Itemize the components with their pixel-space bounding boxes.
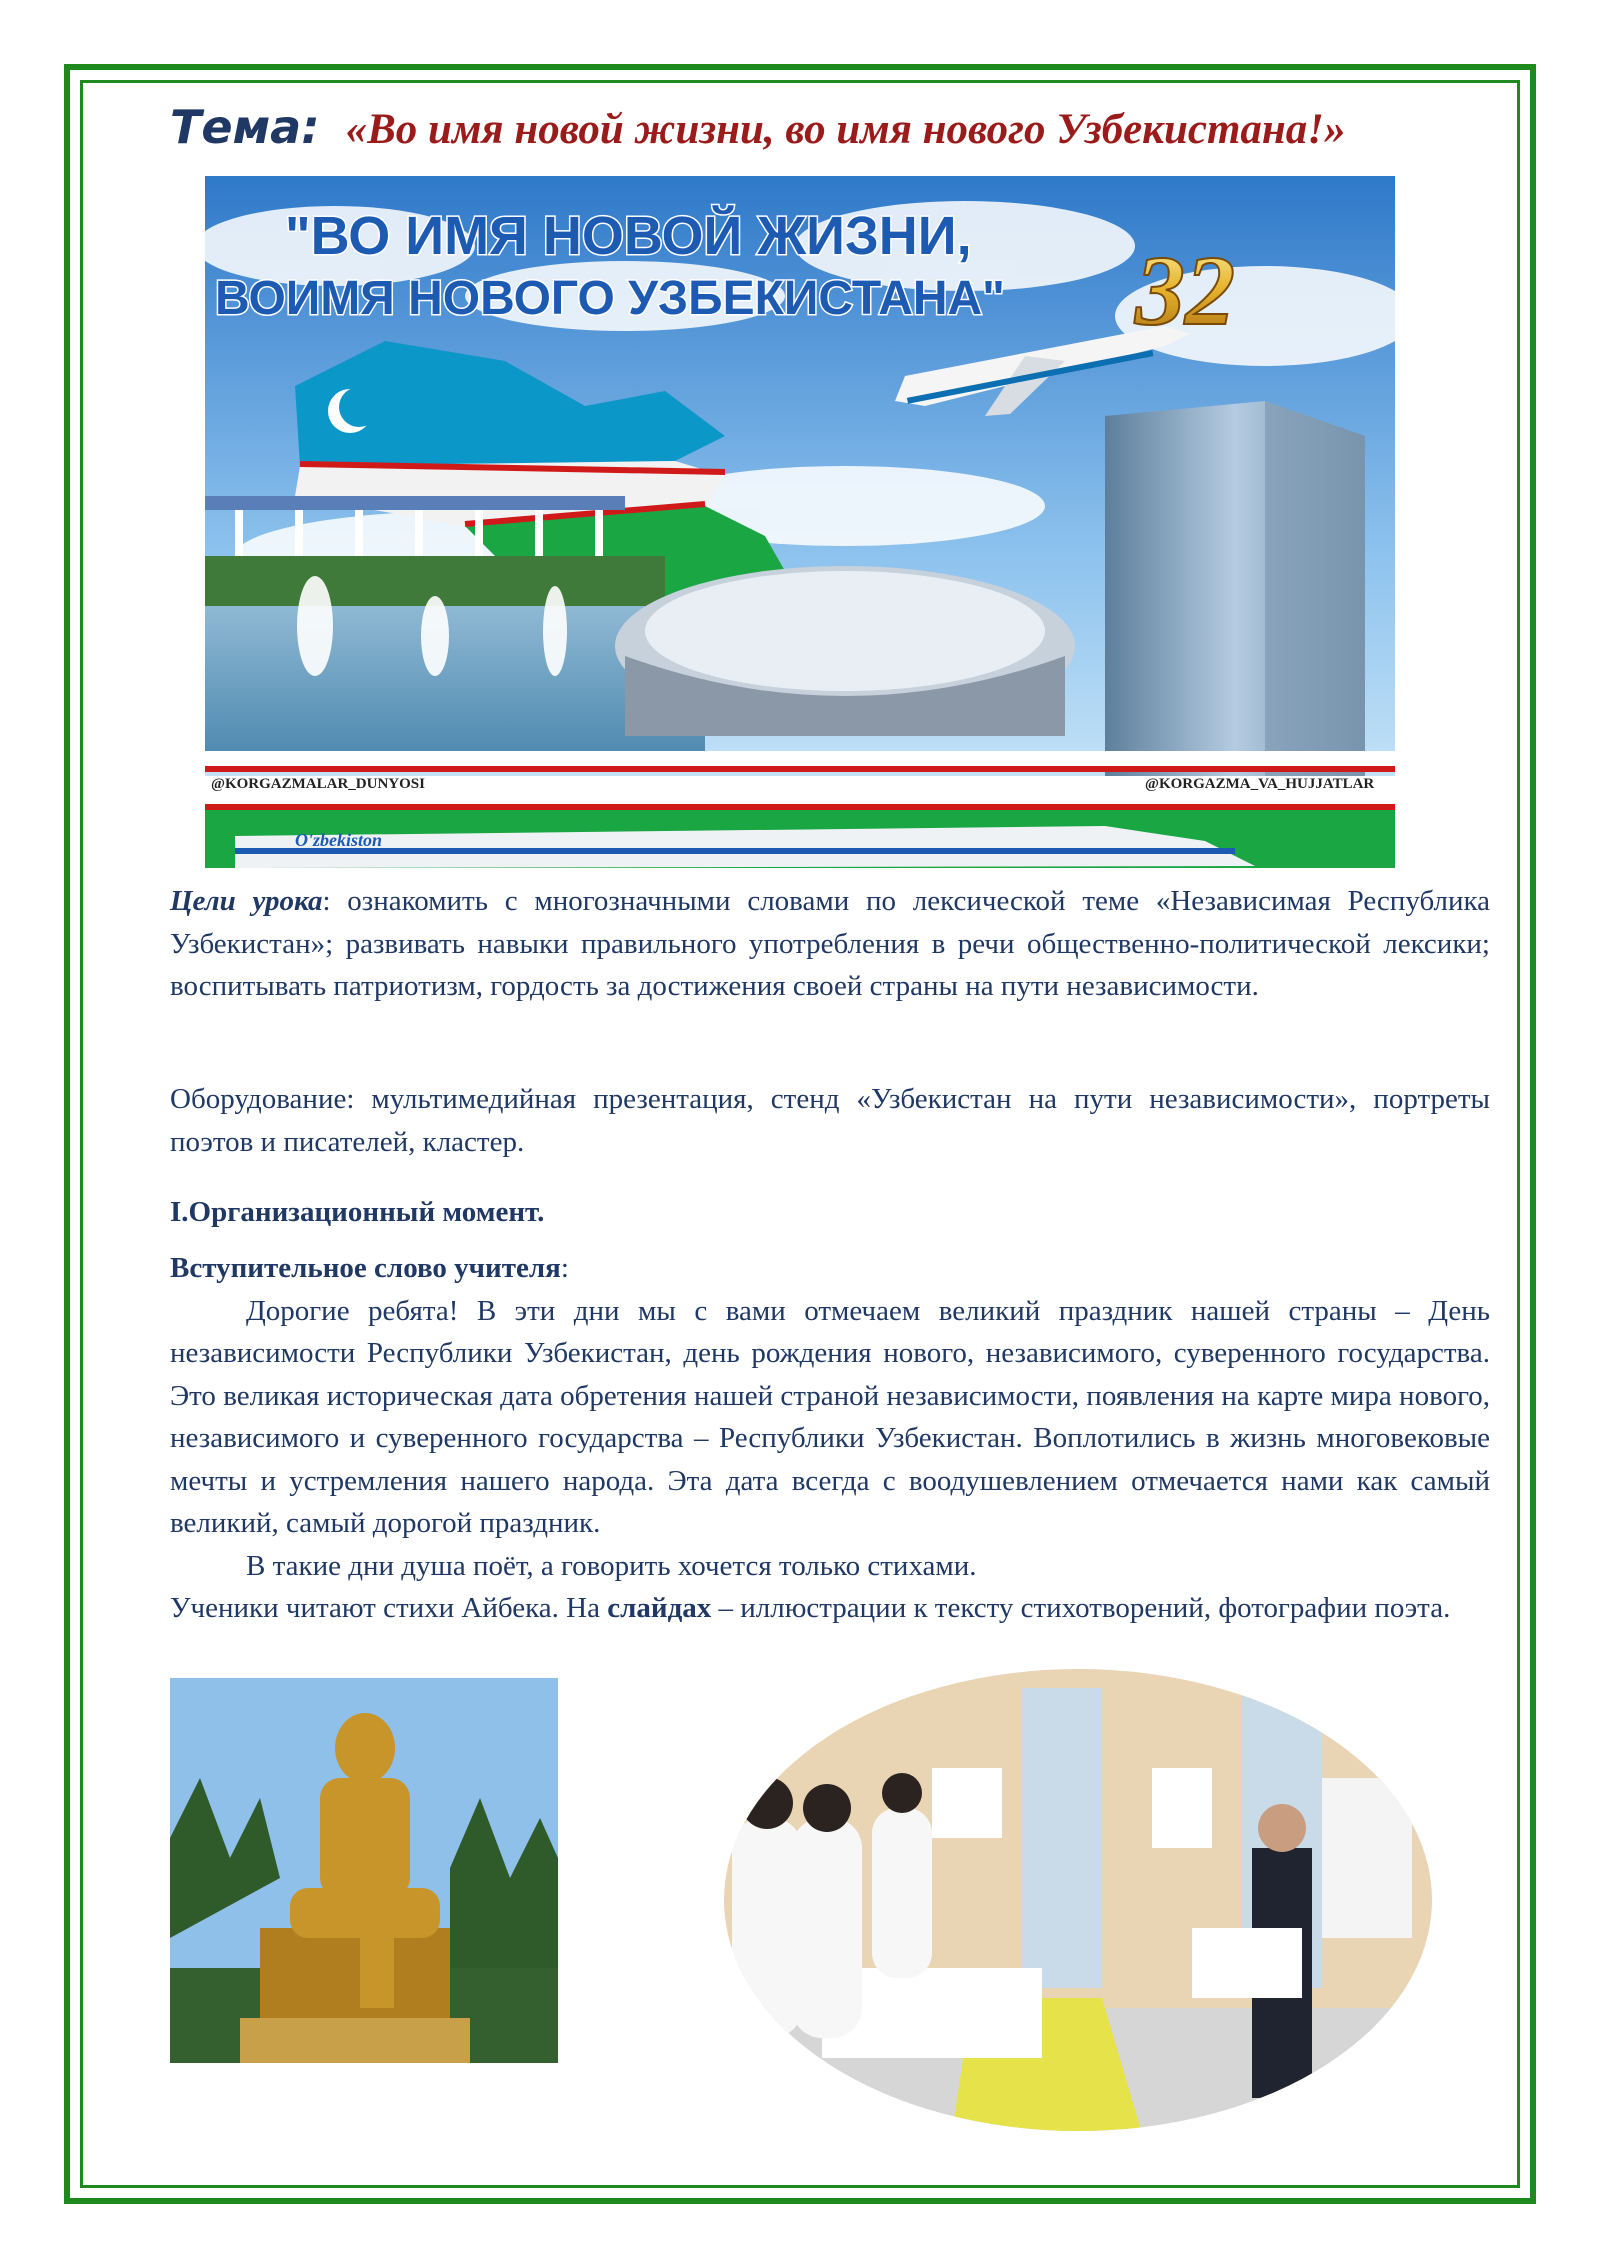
title-theme: «Во имя новой жизни, во имя нового Узбекистана!»	[345, 106, 1346, 153]
stadium-dome	[615, 566, 1075, 736]
banner-image	[205, 176, 1395, 868]
classroom-photo	[722, 1668, 1434, 2133]
slides-word: слайдах	[607, 1592, 712, 1624]
title-label: Тема:	[170, 100, 320, 154]
intro-paragraph-1: Дорогие ребята! В эти дни мы с вами отмечаем великий праздник нашей страны – День независимости Республики Узбекистан, день рождения нового, независимого, суверенного государства. Это великая историческая дата обретения нашей страной независимости, появления на карте мира нового, независимого и суверенного государства – Республики Узбекистан. Воплотились в жизнь многовековые мечты и устремления нашего народа. Эта дата всегда с воодушевлением отмечается нами как самый великий, самый дорогой праздник.	[170, 1294, 1490, 1539]
banner-anniversary-number: 32	[1135, 235, 1235, 346]
aybek-monument-photo	[170, 1678, 558, 2063]
banner-title-line-1: "ВО ИМЯ НОВОЙ ЖИЗНИ,	[285, 206, 972, 266]
tower-building	[1105, 401, 1365, 776]
intro-label: Вступительное слово учителя	[170, 1252, 561, 1284]
intro-colon: :	[560, 1252, 569, 1284]
intro-paragraph-2: В такие дни душа поёт, а говорить хочется только стихами.	[246, 1549, 977, 1582]
banner-title-line-2: ВОИМЯ НОВОГО УЗБЕКИСТАНА"	[215, 272, 1005, 325]
equipment-text: Оборудование: мультимедийная презентация, стенд «Узбекистан на пути независимости», портреты поэтов и писателей, кластер.	[170, 1083, 1490, 1158]
banner-tag-left: @KORGAZMALAR_DUNYOSI	[211, 776, 425, 792]
goals-label: Цели урока	[170, 885, 323, 917]
teacher-intro	[170, 1247, 1490, 1630]
lesson-goals	[170, 880, 1490, 1008]
equipment-paragraph	[170, 1078, 1490, 1163]
page-title	[170, 100, 1490, 170]
section-heading	[170, 1191, 1490, 1234]
banner-tag-right: @KORGAZMA_VA_HUJJATLAR	[1145, 776, 1375, 792]
goals-text: : ознакомить с многозначными словами по лексической теме «Независимая Республика Узбекистан»; развивать навыки правильного употребления в речи общественно-политической лексики; воспитывать патриотизм, гордость за достижения своей страны на пути независимости.	[170, 885, 1490, 1002]
train-text: O'zbekiston	[295, 830, 383, 850]
section-1-title: I.Организационный момент.	[170, 1196, 545, 1228]
intro-paragraph-3: Ученики читают стихи Айбека. На слайдах – иллюстрации к тексту стихотворений, фотографии поэта.	[170, 1592, 1451, 1624]
